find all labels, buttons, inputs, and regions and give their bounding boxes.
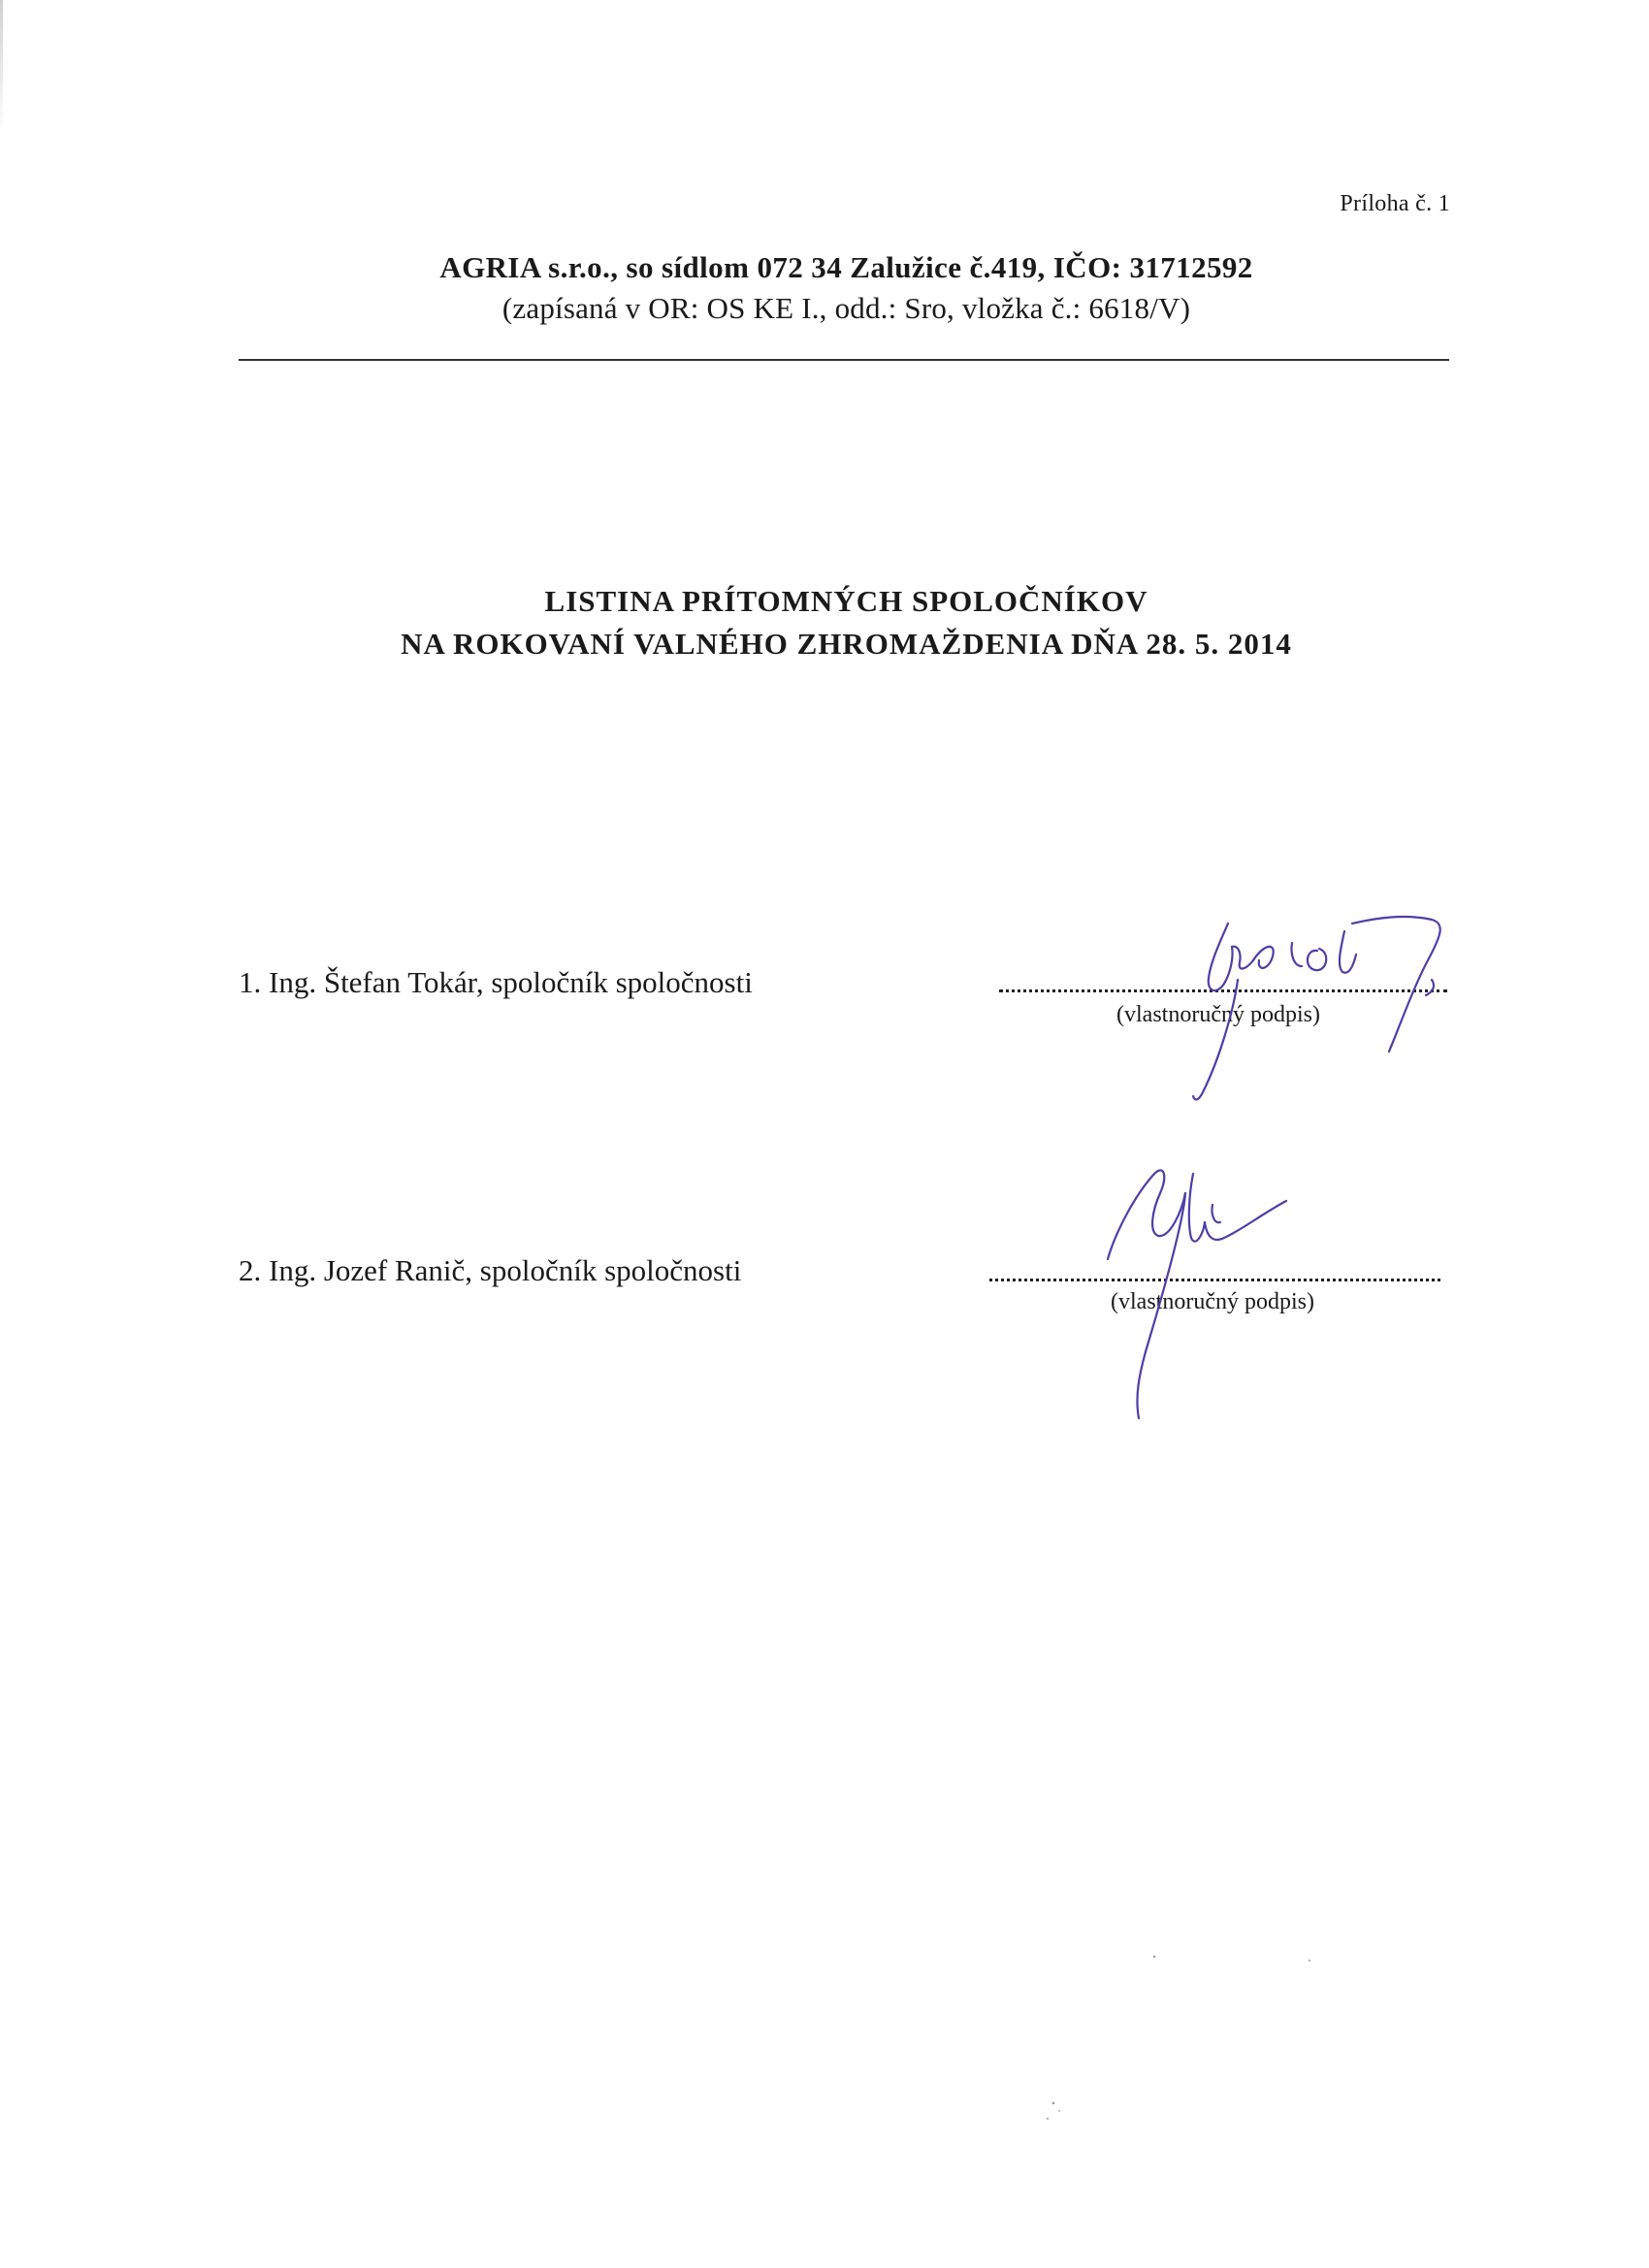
- signature-caption-2: (vlastnoručný podpis): [1111, 1289, 1314, 1314]
- registry-info: (zapísaná v OR: OS KE I., odd.: Sro, vložka č.: 6618/V): [501, 291, 1191, 325]
- document-title-line-2: NA ROKOVANÍ VALNÉHO ZHROMAŽDENIA DŇA 28. 5. 2014: [401, 627, 1292, 661]
- signature-caption-1: (vlastnoručný podpis): [1116, 1002, 1320, 1027]
- attendee-entry-1: 1. Ing. Štefan Tokár, spoločník spoločnosti: [239, 965, 753, 999]
- appendix-label: Príloha č. 1: [1340, 191, 1450, 216]
- header-divider: [239, 359, 1449, 361]
- company-header: AGRIA s.r.o., so sídlom 072 34 Zalužice č.419, IČO: 31712592: [439, 250, 1253, 284]
- signature-2: [1096, 1154, 1348, 1426]
- document-title-line-1: LISTINA PRÍTOMNÝCH SPOLOČNÍKOV: [544, 584, 1148, 618]
- signature-1: [1145, 902, 1465, 1106]
- attendee-row-2: [0, 1253, 1649, 1312]
- attendee-entry-2: 2. Ing. Jozef Ranič, spoločník spoločnosti: [239, 1253, 742, 1287]
- scan-edge-shadow: [0, 0, 3, 136]
